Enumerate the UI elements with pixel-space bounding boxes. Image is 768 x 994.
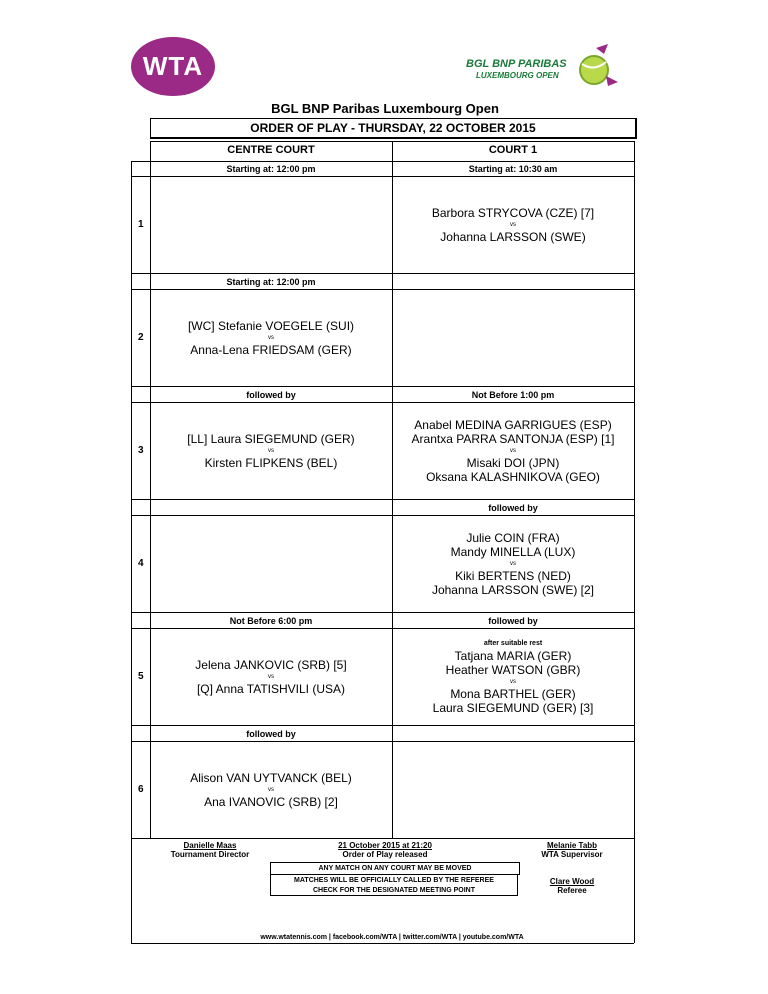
- row-number: 1: [138, 219, 144, 230]
- player: Oksana KALASHNIKOVA (GEO): [426, 470, 600, 484]
- row-number: 2: [138, 332, 144, 343]
- referee-name: Clare Wood: [549, 877, 595, 886]
- page-title: BGL BNP Paribas Luxembourg Open: [271, 101, 499, 116]
- release-label: Order of Play released: [342, 850, 428, 859]
- player: Ana IVANOVIC (SRB) [2]: [204, 795, 338, 809]
- match-row3-court1: [392, 403, 634, 499]
- row1-court1-header: Starting at: 10:30 am: [468, 164, 558, 174]
- page-subtitle: ORDER OF PLAY - THURSDAY, 22 OCTOBER 2015: [150, 118, 637, 139]
- match-row2-centre: [150, 290, 392, 386]
- match-row4-court1: [392, 516, 634, 612]
- player: Arantxa PARRA SANTONJA (ESP) [1]: [411, 432, 615, 446]
- match-row1-court1: [392, 177, 634, 273]
- row5-court1-header: followed by: [488, 616, 538, 626]
- match-note: after suitable rest: [483, 640, 543, 647]
- match-row5-centre: [150, 629, 392, 725]
- release-date: 21 October 2015 at 21:20: [338, 841, 432, 850]
- row6-centre-header: followed by: [246, 729, 296, 739]
- court-header-centre: CENTRE COURT: [227, 144, 315, 156]
- player: Kirsten FLIPKENS (BEL): [204, 456, 338, 470]
- director-block: [150, 841, 270, 859]
- tournament-logo-line2: LUXEMBOURG OPEN: [476, 71, 559, 80]
- vs-label: vs: [510, 448, 516, 454]
- court-header-court1: COURT 1: [488, 144, 538, 156]
- referee-role: Referee: [557, 886, 587, 895]
- player: Anabel MEDINA GARRIGUES (ESP): [414, 418, 612, 432]
- tennis-ball-icon: [574, 42, 620, 94]
- footer-links[interactable]: www.wtatennis.com | facebook.com/WTA | twitter.com/WTA | youtube.com/WTA: [260, 934, 524, 941]
- row4-court1-header: followed by: [488, 503, 538, 513]
- player: Misaki DOI (JPN): [466, 456, 560, 470]
- player: Tatjana MARIA (GER): [454, 649, 572, 663]
- player: Anna-Lena FRIEDSAM (GER): [190, 343, 352, 357]
- player: Kiki BERTENS (NED): [455, 569, 571, 583]
- notice-referee: [270, 874, 518, 896]
- vs-label: vs: [268, 448, 274, 454]
- player: Mona BARTHEL (GER): [450, 687, 576, 701]
- wta-logo-text: WTA: [142, 51, 204, 81]
- player: Heather WATSON (GBR): [445, 663, 581, 677]
- player: Johanna LARSSON (SWE) [2]: [431, 583, 595, 597]
- notice-moved: ANY MATCH ON ANY COURT MAY BE MOVED: [270, 862, 520, 875]
- player: Alison VAN UYTVANCK (BEL): [190, 771, 352, 785]
- notice-referee-line1: MATCHES WILL BE OFFICIALLY CALLED BY THE REFEREE: [294, 877, 494, 884]
- referee-block: [512, 877, 632, 895]
- player: Julie COIN (FRA): [466, 531, 560, 545]
- player: [WC] Stefanie VOEGELE (SUI): [187, 319, 355, 333]
- wta-logo: [131, 37, 215, 96]
- supervisor-block: [512, 841, 632, 859]
- director-name: Danielle Maas: [183, 841, 237, 850]
- vs-label: vs: [268, 787, 274, 793]
- tournament-logo: [462, 46, 620, 96]
- tournament-logo-line1: BGL BNP PARIBAS: [466, 58, 567, 70]
- row2-centre-header: Starting at: 12:00 pm: [226, 277, 316, 287]
- release-block: [300, 841, 470, 859]
- match-row6-centre: [150, 742, 392, 838]
- vs-label: vs: [510, 222, 516, 228]
- vs-label: vs: [510, 679, 516, 685]
- match-row5-court1: [392, 629, 634, 725]
- player: Johanna LARSSON (SWE): [440, 230, 586, 244]
- vs-label: vs: [510, 561, 516, 567]
- vs-label: vs: [268, 335, 274, 341]
- match-row3-centre: [150, 403, 392, 499]
- player: Jelena JANKOVIC (SRB) [5]: [195, 658, 347, 672]
- supervisor-role: WTA Supervisor: [541, 850, 603, 859]
- notice-referee-line2: CHECK FOR THE DESIGNATED MEETING POINT: [312, 887, 476, 894]
- player: Mandy MINELLA (LUX): [450, 545, 576, 559]
- row-number: 3: [138, 445, 144, 456]
- player: [LL] Laura SIEGEMUND (GER): [187, 432, 355, 446]
- player: [Q] Anna TATISHVILI (USA): [196, 682, 346, 696]
- row3-centre-header: followed by: [246, 390, 296, 400]
- row3-court1-header: Not Before 1:00 pm: [471, 390, 555, 400]
- row1-centre-header: Starting at: 12:00 pm: [226, 164, 316, 174]
- row-number: 4: [138, 558, 144, 569]
- director-role: Tournament Director: [170, 850, 250, 859]
- supervisor-name: Melanie Tabb: [546, 841, 598, 850]
- row-number: 5: [138, 671, 144, 682]
- row-number: 6: [138, 784, 144, 795]
- row5-centre-header: Not Before 6:00 pm: [229, 616, 313, 626]
- player: Laura SIEGEMUND (GER) [3]: [432, 701, 594, 715]
- vs-label: vs: [268, 674, 274, 680]
- player: Barbora STRYCOVA (CZE) [7]: [431, 206, 595, 220]
